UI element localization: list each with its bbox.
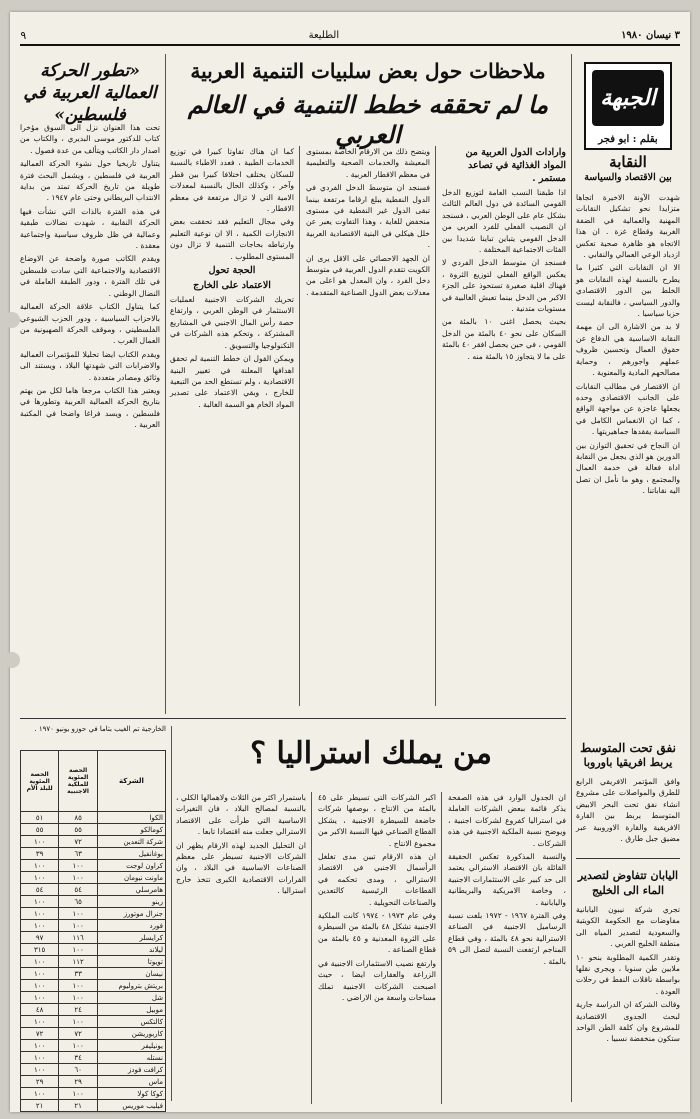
foreign-share-cell: ٣٣	[59, 968, 98, 980]
article-column	[318, 792, 436, 1104]
paragraph: يتناول تاريخيا حول نشوء الحركة العمالية العربية في فلسطين ، ويشمل البحث فترة طويلة من تاريخ الحركة تمتد من بداية الانتداب البريطاني وحتى عام ١٩٤٧ .	[20, 159, 160, 203]
publication-name: الطليعة	[308, 29, 340, 41]
lead-note: وارادات الدول العربية من المواد الغذائية في تصاعد مستمر .	[465, 147, 566, 184]
paragraph: باستمرار اكثر من الثلاث ولاهمالها الكلي ، بالنسبة لمصالح البلاد ، فان التغيرات الاساسية التي طرأت على الاقتصاد الاسترالي جعلت منه اقتصادا تابعا .	[176, 793, 306, 837]
table-row	[21, 1076, 166, 1088]
table-row	[21, 1064, 166, 1076]
table-body	[21, 812, 166, 1112]
foreign-share-cell: ٢١	[59, 1100, 98, 1112]
paragraph: وفي عام ١٩٧٣ - ١٩٧٤ كانت الملكية الاجنبية تشكل ٤٨ بالمئة من السيطرة على الثروة المعدنية و ٤٥ بالمئة من قطاع الصناعة .	[318, 911, 437, 955]
company-cell: شل	[97, 992, 165, 1004]
company-cell: يونيليفر	[97, 1040, 165, 1052]
company-cell: كرايسلر	[97, 932, 165, 944]
table-row	[21, 872, 166, 884]
paragraph: ويعتبر هذا الكتاب مرجعا هاما لكل من يهتم بتاريخ الحركة العمالية العربية وتطورها في فلسطين ، ويسد فراغا واضحا في المكتبة العربية .	[20, 385, 160, 430]
foreign-share-cell: ٢٤	[59, 1004, 98, 1016]
header-home-share: الحصة المئوية للبلد الأم	[21, 751, 59, 812]
paragraph: ويقدم الكتاب ايضا تحليلا للمؤتمرات العمالية والاضرابات التي شهدتها البلاد ، ويستند الى وثائق ومصادر متعددة .	[20, 349, 160, 382]
paragraph: وفي مجال التعليم فقد تحققت بعض الانجازات الكمية ، الا ان نوعية التعليم وارتباطه بحاجات التنمية لا تزال دون المستوى المطلوب .	[170, 217, 294, 261]
company-cell: فيليب موريس	[97, 1100, 165, 1112]
paragraph: في هذه الفترة بالذات التي نشأت فيها الحركة النقابية ، شهدت نضالات طبقية وعمالية في ظل ظروف سياسية واجتماعية معقدة .	[20, 206, 160, 251]
paragraph: ان هذه الارقام تبين مدى تغلغل الرأسمال الاجنبي في الاقتصاد الاسترالي ، ومدى تحكمه في القطاعات الرئيسية كالتعدين والصناعات التحويلية .	[318, 852, 436, 907]
paragraph: ويقدم الكاتب صورة واضحة عن الاوضاع الاقتصادية والاجتماعية التي سادت فلسطين في تلك الفترة ، ودور الطبقة العاملة في النضال الوطني .	[20, 254, 160, 298]
article-column	[170, 146, 294, 706]
main-headline-top: ملاحظات حول بعض سلبيات التنمية العربية	[190, 59, 546, 83]
foreign-share-cell: ٣٤	[59, 1052, 98, 1064]
paragraph: ان النجاح في تحقيق التوازن بين الدورين هو الذي يجعل من النقابة اداة فعالة في خدمة العمال والمجتمع ، وهو ما نأمل ان تصل اليه نقاباتنا .	[576, 440, 680, 496]
column-divider	[441, 792, 442, 1104]
paragraph: والنسبة المذكورة تعكس الحقيقة القائلة بان الاقتصاد الاسترالي يعتمد الى حد كبير على الاستثمارات الاجنبية ، وخاصة الامريكية والبريطانية واليابانية .	[448, 852, 566, 907]
company-cell: الكوا	[97, 812, 165, 824]
foreign-share-cell: ١١٢	[59, 956, 98, 968]
home-share-cell: ١٠٠	[21, 896, 59, 908]
column-subtitle: بين الاقتصاد والسياسة	[584, 172, 672, 183]
table-row	[21, 824, 166, 836]
ownership-table	[20, 750, 166, 1112]
home-share-cell: ١٠٠	[21, 872, 59, 884]
section-rule	[576, 858, 680, 859]
paragraph: ان الجهد الاحصائي على الاقل يرى ان الكويت تتقدم الدول العربية في متوسط دخل الفرد ، وان المعدل هو اعلى من معدلات بعض الدول الصناعية المتقدمة .	[306, 253, 430, 297]
paragraph: ان الجدول الوارد في هذه الصفحة يذكر قائمة ببعض الشركات العاملة في استراليا كفروع لشركات اجنبية ، ويوضح نسبة الملكية الاجنبية في هذه الشركات .	[448, 793, 566, 848]
foreign-share-cell: ١٠٠	[59, 872, 98, 884]
table-row	[21, 884, 166, 896]
japan-title: اليابان تتفاوض لتصدير الماء الى الخليج	[577, 869, 679, 897]
foreign-share-cell: ١٠٠	[59, 944, 98, 956]
paragraph: ويمكن القول ان خطط التنمية لم تحقق اهدافها المعلنة في تغيير البنية الاقتصادية ، ولم تستطع الحد من التبعية للخارج ، وبقي الاعتماد على تصدير المواد الخام هو السمة الغالبة .	[170, 354, 294, 409]
table-row	[21, 848, 166, 860]
paragraph: شهدت الآونة الاخيرة اتجاها متزايدا نحو تشكيل النقابات المهنية والعمالية في الضفة الغربية وقطاع غزة . ان هذا الاتجاه هو ظاهرة صحية تعكس ازدياد الوعي العمالي والنقابي .	[576, 193, 680, 260]
paragraph: ان الاقتصار في مطالب النقابات على الجانب الاقتصادي وحده يجعلها عاجزة عن مواجهة الواقع ، كما ان الانغماس الكامل في السياسة يفقدها جماهيريتها .	[576, 381, 680, 437]
paragraph: ان التحليل الجديد لهذه الارقام يظهر ان الشركات الاجنبية تسيطر على معظم الصناعات الاساسية في البلاد ، وان القرارات الاقتصادية الكبرى تتخذ خارج استراليا .	[176, 840, 306, 896]
table-row	[21, 812, 166, 824]
company-cell: فورد	[97, 920, 165, 932]
table-row	[21, 956, 166, 968]
foreign-share-cell: ١٠٠	[59, 908, 98, 920]
foreign-share-cell: ٥٤	[59, 884, 98, 896]
article-column	[448, 792, 566, 1104]
australia-headline: من يملك استراليا ؟	[250, 736, 492, 771]
table-row	[21, 932, 166, 944]
company-cell: كرافت فودز	[97, 1064, 165, 1076]
paragraph: بحيث يحصل اغنى ١٠ بالمئة من السكان على نحو ٤٠ بالمئة من الدخل القومي ، في حين يحصل افقر ٤٠ بالمئة على ما لا يتجاوز ١٥ بالمئة منه .	[442, 317, 567, 361]
paragraph: فسنجد ان متوسط الدخل الفردي في الدول النفطية يبلغ ارقاما مرتفعة بينما تبقى الدول غير النفطية في مستوى منخفض للغاية ، وهذا التفاوت يعبر عن خلل هيكلي في البنية الاقتصادية العربية .	[306, 183, 430, 250]
page-header	[20, 26, 680, 46]
binder-hole	[4, 312, 20, 328]
table-row	[21, 992, 166, 1004]
paragraph: الا ان النقابات التي كثيرا ما يطرح بالنسبة لهذه النقابات هو الخلط بين الدور الاقتصادي والدور السياسي ، فالنقابة ليست حزبا سياسيا .	[576, 263, 680, 319]
book-review-body	[20, 122, 160, 712]
home-share-cell: ٩٧	[21, 932, 59, 944]
table-row	[21, 1004, 166, 1016]
article-column	[306, 146, 430, 706]
table-row	[21, 860, 166, 872]
column-divider	[299, 146, 300, 706]
column-logo	[584, 62, 672, 150]
foreign-share-cell: ١٠٠	[59, 920, 98, 932]
paragraph: كما ان هناك تفاوتا كبيرا في توزيع الخدمات الطبية ، فعدد الاطباء بالنسبة للسكان يختلف اختلافا كبيرا بين قطر وآخر ، وكذلك الحال بالنسبة لمعدلات الامية التي لا تزال مرتفعة في معظم الاقطار .	[170, 147, 294, 214]
foreign-share-cell: ١٠٠	[59, 992, 98, 1004]
issue-date: ٣ نيسان ١٩٨٠	[621, 29, 680, 41]
column-title: النقابة	[609, 153, 647, 171]
home-share-cell: ١٠٠	[21, 908, 59, 920]
foreign-share-cell: ٥٥	[59, 824, 98, 836]
home-share-cell: ١٠٠	[21, 920, 59, 932]
paragraph: اذا طبقنا النسب العامة لتوزيع الدخل القومي السائدة في دول العالم الثالث بشكل عام على الوطن العربي ، فسنجد ان النصيب الفعلي للفرد العربي من الدخل القومي يتباين تباينا شديدا بين الفئات الاجتماعية المختلفة .	[442, 188, 566, 255]
paragraph: تحت هذا العنوان نزل الى السوق مؤخرا كتاب للدكتور موسى البديري ، والكتاب من اصدار دار الكاتب ويتألف من عدة فصول .	[20, 123, 160, 155]
home-share-cell: ٤٨	[21, 1004, 59, 1016]
paragraph: كما يتناول الكتاب علاقة الحركة العمالية بالاحزاب السياسية ، ودور الحزب الشيوعي الفلسطيني ، وموقف الحركة الصهيونية من العمال العرب .	[20, 302, 160, 346]
book-review	[20, 52, 160, 712]
main-article	[170, 146, 566, 706]
table-caption: الخارجية تم الغيب بتاما في حوزو يونيو ١٩٧٠ .	[34, 725, 166, 733]
foreign-share-cell: ٦٠	[59, 1064, 98, 1076]
home-share-cell: ١٠٠	[21, 1040, 59, 1052]
paragraph: تجري شركة نيبون اليابانية مفاوضات مع الحكومة الكويتية والسعودية لتصدير المياه الى منطقة الخليج العربي .	[576, 905, 680, 949]
main-headline: ما لم تحققه خطط التنمية في العالم العربي	[187, 90, 549, 149]
company-cell: كومالكو	[97, 824, 165, 836]
column-divider	[311, 792, 312, 1104]
table-row	[21, 896, 166, 908]
home-share-cell: ١٠٠	[21, 1088, 59, 1100]
book-review-title: «تطور الحركة العمالية العربية في فلسطين»	[23, 61, 157, 125]
paragraph: تحريك الشركات الاجنبية لعمليات الاستثمار في الوطن العربي ، وارتفاع حصة رأس المال الاجنبي في المشاريع المشتركة ، وتحكم هذه الشركات في التكنولوجيا والتسويق .	[170, 295, 294, 350]
home-share-cell: ٥٤	[21, 884, 59, 896]
header-company: الشركة	[97, 751, 165, 812]
table-row	[21, 1088, 166, 1100]
company-cell: ليلاند	[97, 944, 165, 956]
table-header-row	[21, 751, 166, 812]
table-row	[21, 968, 166, 980]
column-byline: بقلم : ابو فجر	[598, 134, 658, 145]
paragraph: وافق المؤتمر الافريقي الرابع للطرق والمواصلات على مشروع انشاء نفق تحت البحر الابيض المتوسط يربط بين القارة الافريقية والقارة الاوروبية عبر مضيق جبل طارق .	[576, 777, 680, 844]
company-cell: كراون لوجت	[97, 860, 165, 872]
africa-subtitle: يربط افريقيا باوروبا	[583, 756, 673, 769]
home-share-cell: ١٠٠	[21, 968, 59, 980]
foreign-share-cell: ٧٢	[59, 836, 98, 848]
company-cell: تويوتا	[97, 956, 165, 968]
company-cell: ماونت نيومان	[97, 872, 165, 884]
table-row	[21, 836, 166, 848]
foreign-share-cell: ٧٢	[59, 1028, 98, 1040]
subheading: الحجة تحول	[208, 265, 256, 277]
table-row	[21, 980, 166, 992]
page-number: ٩	[20, 28, 27, 42]
company-cell: رينو	[97, 896, 165, 908]
article-column	[176, 792, 306, 1104]
paragraph: ويتضح ذلك من الارقام الخاصة بمستوى المعيشة والخدمات الصحية والتعليمية في معظم الاقطار العربية .	[306, 147, 430, 179]
main-headline-block	[170, 52, 566, 149]
home-share-cell: ١٠٠	[21, 1064, 59, 1076]
home-share-cell: ٣٩	[21, 848, 59, 860]
foreign-share-cell: ١٠٠	[59, 1016, 98, 1028]
newspaper-page	[10, 12, 690, 1112]
paragraph: لا بد من الاشارة الى ان مهمة النقابة الاساسية هي الدفاع عن حقوق العمال وتحسين ظروف عملهم واجورهم ، وحماية مصالحهم المادية والمعنوية .	[576, 322, 680, 378]
japan-body	[576, 904, 680, 1045]
column-divider	[435, 146, 436, 706]
company-cell: نيسان	[97, 968, 165, 980]
company-cell: ماس	[97, 1076, 165, 1088]
africa-tunnel-box	[576, 740, 680, 850]
home-share-cell: ٢١	[21, 1100, 59, 1112]
company-cell: شركة التعدين	[97, 836, 165, 848]
column-divider	[171, 726, 172, 1101]
foreign-share-cell: ١٠٠	[59, 980, 98, 992]
table-row	[21, 1052, 166, 1064]
foreign-share-cell: ١١٦	[59, 932, 98, 944]
home-share-cell: ٢٩	[21, 1076, 59, 1088]
company-cell: بوغانفيل	[97, 848, 165, 860]
paragraph: اكبر الشركات التي تسيطر على ٤٥ بالمئة من الانتاج ، بوصفها شركات خاضعة للسيطرة الاجنبية ، يشكل القطاع الصناعي فيها النسبة الاكبر من مجموع الانتاج .	[318, 793, 436, 848]
home-share-cell: ٥١	[21, 812, 59, 824]
article-column	[442, 146, 566, 706]
home-share-cell: ١٠٠	[21, 1016, 59, 1028]
africa-title: نفق تحت المتوسط	[580, 741, 676, 755]
table-row	[21, 908, 166, 920]
table-row	[21, 920, 166, 932]
company-cell: موبيل	[97, 1004, 165, 1016]
header-foreign-share: الحصة المئوية للملكية الاجنبية	[59, 751, 98, 812]
column-body	[576, 192, 680, 607]
paragraph: وتقدر الكمية المطلوبة بنحو ١٠ ملايين طن سنويا ، ويجري نقلها بواسطة ناقلات النفط في رحلات العودة .	[576, 952, 680, 996]
home-share-cell: ٣١٥	[21, 944, 59, 956]
home-share-cell: ٧٢	[21, 1028, 59, 1040]
foreign-share-cell: ١٠٠	[59, 1040, 98, 1052]
table-row	[21, 1040, 166, 1052]
paragraph: فسنجد ان متوسط الدخل الفردي لا يعكس الواقع الفعلي لتوزيع الثروة ، فهناك اقلية صغيرة تستحوذ على الجزء الاكبر من الدخل بينما تعيش الغالبية في مستويات متدنية .	[442, 258, 566, 314]
foreign-share-cell: ٦٣	[59, 848, 98, 860]
foreign-share-cell: ٢٩	[59, 1076, 98, 1088]
paragraph: وفي الفترة ١٩٦٧ - ١٩٧٢ بلغت نسبة الرساميل الاجنبية في الصناعة الاسترالية نحو ٤٨ بالمئة ، وفي قطاع المناجم ارتفعت النسبة لتصل الى ٥٩ بالمئة .	[448, 911, 566, 966]
column-logo-mark: الجبهة	[592, 70, 664, 126]
africa-body	[576, 776, 680, 844]
company-cell: كاربوريشن	[97, 1028, 165, 1040]
australia-article	[176, 724, 566, 1104]
table-row	[21, 1100, 166, 1112]
company-cell: كالتكس	[97, 1016, 165, 1028]
foreign-share-cell: ٦٥	[59, 896, 98, 908]
paragraph: وقالت الشركة ان الدراسة جارية لبحث الجدوى الاقتصادية للمشروع وان كلفة الطن الواحد ستكون منخفضة نسبيا .	[576, 1000, 680, 1044]
section-rule	[20, 718, 566, 719]
foreign-share-cell: ١٠٠	[59, 860, 98, 872]
company-cell: جنرال موتورز	[97, 908, 165, 920]
home-share-cell: ٥٥	[21, 824, 59, 836]
home-share-cell: ١٠٠	[21, 992, 59, 1004]
home-share-cell: ١٠٠	[21, 980, 59, 992]
table-row	[21, 1016, 166, 1028]
home-share-cell: ١٠٠	[21, 1052, 59, 1064]
home-share-cell: ١٠٠	[21, 836, 59, 848]
table-row	[21, 1028, 166, 1040]
section-divider	[165, 54, 166, 714]
ownership-table-block	[20, 724, 166, 1110]
subheading: الاعتماد على الخارج	[193, 280, 271, 292]
paragraph: وارتفع نصيب الاستثمارات الاجنبية في الزراعة والعقارات ايضا ، حيث اصبحت الشركات الاجنبية تملك مساحات واسعة من الاراضي .	[318, 958, 436, 1002]
company-cell: هامرسلي	[97, 884, 165, 896]
japan-water-box	[576, 868, 680, 1098]
table-row	[21, 944, 166, 956]
foreign-share-cell: ٨٥	[59, 812, 98, 824]
company-cell: بريتش بتروليوم	[97, 980, 165, 992]
column-divider	[571, 732, 572, 1102]
home-share-cell: ١٠٠	[21, 956, 59, 968]
company-cell: كوكا كولا	[97, 1088, 165, 1100]
company-cell: نستله	[97, 1052, 165, 1064]
binder-hole	[4, 652, 20, 668]
column-section	[576, 52, 680, 607]
foreign-share-cell: ١٠٠	[59, 1088, 98, 1100]
home-share-cell: ١٠٠	[21, 860, 59, 872]
